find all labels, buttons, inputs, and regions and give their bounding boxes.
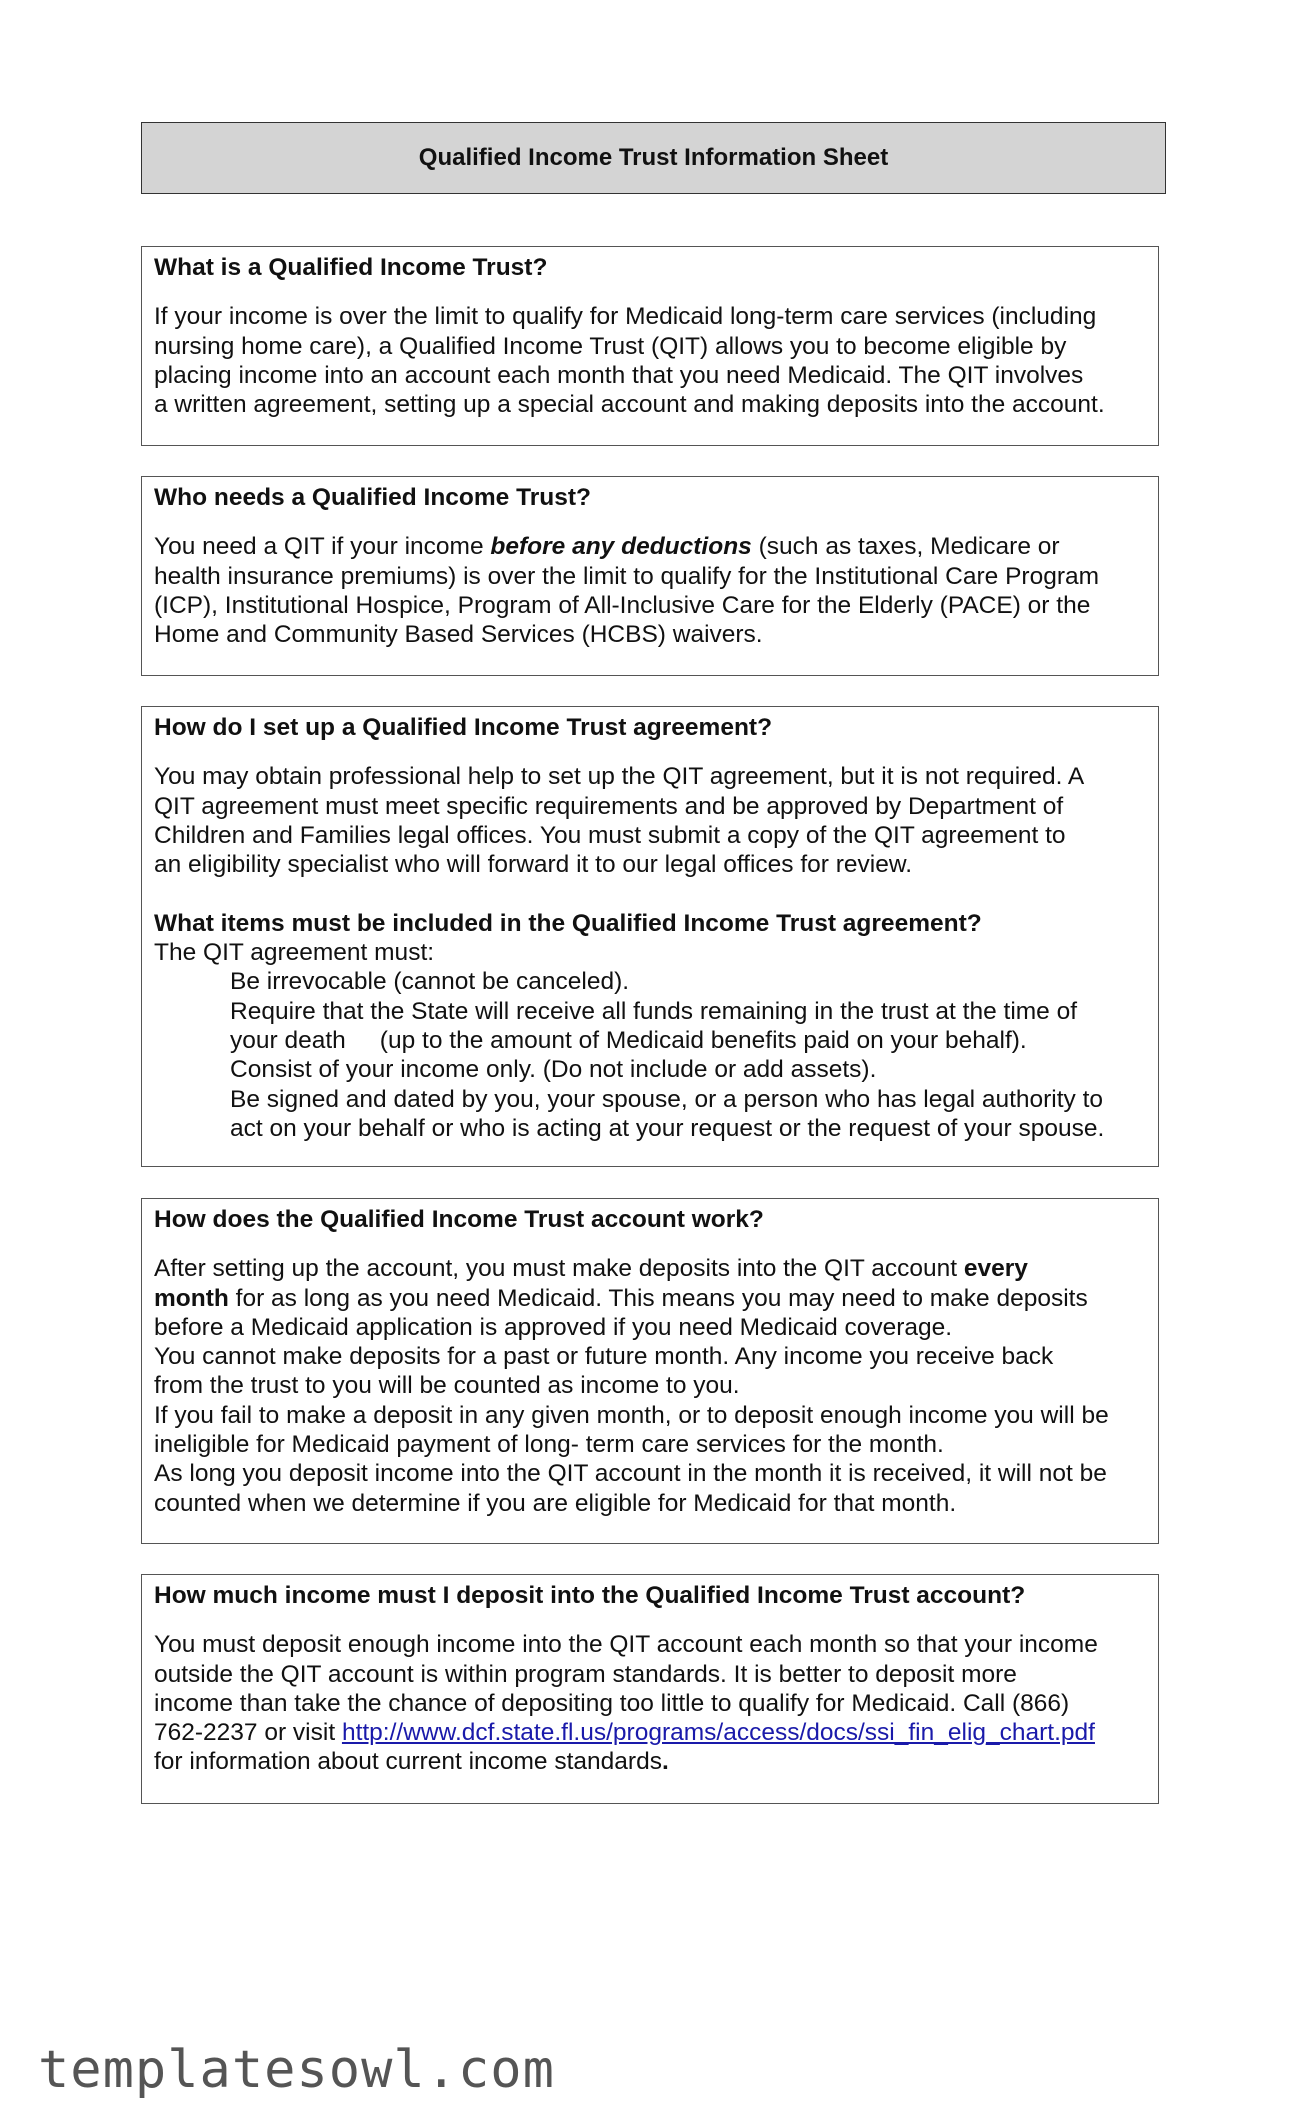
text-run: 762-2237 or visit xyxy=(154,1719,342,1747)
text-run: for as long as you need Medicaid. This means you may need to make deposits xyxy=(228,1284,1088,1312)
text-line: a written agreement, setting up a special account and making deposits into the account. xyxy=(154,391,1105,419)
text-line: If you fail to make a deposit in any given month, or to deposit enough income you will be xyxy=(154,1401,1109,1429)
text-line: counted when we determine if you are eligible for Medicaid for that month. xyxy=(154,1489,957,1517)
list-item: your death (up to the amount of Medicaid benefits paid on your behalf). xyxy=(230,1026,1027,1054)
section-heading: How does the Qualified Income Trust account work? xyxy=(154,1206,764,1233)
text-line xyxy=(154,1254,1146,1283)
text-line: You may obtain professional help to set up the QIT agreement, but it is not required. A xyxy=(154,763,1085,791)
text-line: (ICP), Institutional Hospice, Program of All-Inclusive Care for the Elderly (PACE) or the xyxy=(154,591,1091,619)
text-line xyxy=(154,1284,1146,1313)
emphasis-text: month xyxy=(154,1284,229,1312)
emphasis-text: every xyxy=(963,1255,1028,1283)
section-deposit-amount xyxy=(141,1574,1159,1804)
text-line: placing income into an account each month that you need Medicaid. The QIT involves xyxy=(154,361,1084,389)
text-line: income than take the chance of depositing too little to qualify for Medicaid. Call (866) xyxy=(154,1689,1070,1717)
text-line: You must deposit enough income into the QIT account each month so that your income xyxy=(154,1631,1098,1659)
text-line: ineligible for Medicaid payment of long- term care services for the month. xyxy=(154,1431,944,1459)
section-heading: How much income must I deposit into the Qualified Income Trust account? xyxy=(154,1582,1026,1609)
list-item: Be signed and dated by you, your spouse, or a person who has legal authority to xyxy=(230,1085,1104,1113)
section-body xyxy=(154,1630,1146,1776)
text-line xyxy=(154,1718,1146,1747)
list-item: Consist of your income only. (Do not include or add assets). xyxy=(230,1056,877,1084)
text-line: an eligibility specialist who will forward it to our legal offices for review. xyxy=(154,851,913,879)
text-line xyxy=(154,879,1146,908)
text-line: QIT agreement must meet specific requirements and be approved by Department of xyxy=(154,792,1064,820)
list-item: act on your behalf or who is acting at your request or the request of your spouse. xyxy=(230,1114,1105,1142)
text-line: You cannot make deposits for a past or future month. Any income you receive back xyxy=(154,1343,1054,1371)
text-line xyxy=(154,1747,1146,1776)
watermark-logo: templatesowl.com xyxy=(38,2040,555,2100)
page-title: Qualified Income Trust Information Sheet xyxy=(141,122,1166,194)
section-who-needs-qit xyxy=(141,476,1159,676)
section-body xyxy=(154,762,1146,1143)
income-chart-link[interactable]: http://www.dcf.state.fl.us/programs/access/docs/ssi_fin_elig_chart.pdf xyxy=(341,1719,1095,1747)
subsection-heading: What items must be included in the Qualified Income Trust agreement? xyxy=(154,909,982,937)
section-heading: How do I set up a Qualified Income Trust agreement? xyxy=(154,714,773,741)
text-line xyxy=(154,532,1146,561)
text-line: The QIT agreement must: xyxy=(154,939,435,967)
list-item: Be irrevocable (cannot be canceled). xyxy=(230,968,630,996)
section-setup-agreement xyxy=(141,706,1159,1167)
text-line: before a Medicaid application is approved if you need Medicaid coverage. xyxy=(154,1313,953,1341)
text-run: After setting up the account, you must make deposits into the QIT account xyxy=(154,1255,964,1283)
text-line: nursing home care), a Qualified Income Trust (QIT) allows you to become eligible by xyxy=(154,332,1067,360)
section-body xyxy=(154,532,1146,649)
section-heading: Who needs a Qualified Income Trust? xyxy=(154,484,591,511)
text-line: Children and Families legal offices. You must submit a copy of the QIT agreement to xyxy=(154,821,1066,849)
emphasis-text: . xyxy=(661,1748,669,1776)
section-what-is-qit xyxy=(141,246,1159,446)
text-line: If your income is over the limit to qualify for Medicaid long-term care services (including xyxy=(154,303,1097,331)
text-line: from the trust to you will be counted as income to you. xyxy=(154,1372,740,1400)
text-run: (such as taxes, Medicare or xyxy=(751,533,1060,561)
section-body xyxy=(154,1254,1146,1518)
text-line: outside the QIT account is within program standards. It is better to deposit more xyxy=(154,1660,1017,1688)
text-line: health insurance premiums) is over the limit to qualify for the Institutional Care Program xyxy=(154,562,1100,590)
text-line: Home and Community Based Services (HCBS) waivers. xyxy=(154,621,763,649)
text-run: for information about current income standards xyxy=(154,1748,662,1776)
section-body xyxy=(154,302,1146,419)
emphasis-text: before any deductions xyxy=(490,533,752,561)
section-account-work xyxy=(141,1198,1159,1544)
list-item: Require that the State will receive all funds remaining in the trust at the time of xyxy=(230,997,1078,1025)
text-line: As long you deposit income into the QIT account in the month it is received, it will not be xyxy=(154,1460,1107,1488)
text-run: You need a QIT if your income xyxy=(154,533,491,561)
section-heading: What is a Qualified Income Trust? xyxy=(154,254,548,281)
